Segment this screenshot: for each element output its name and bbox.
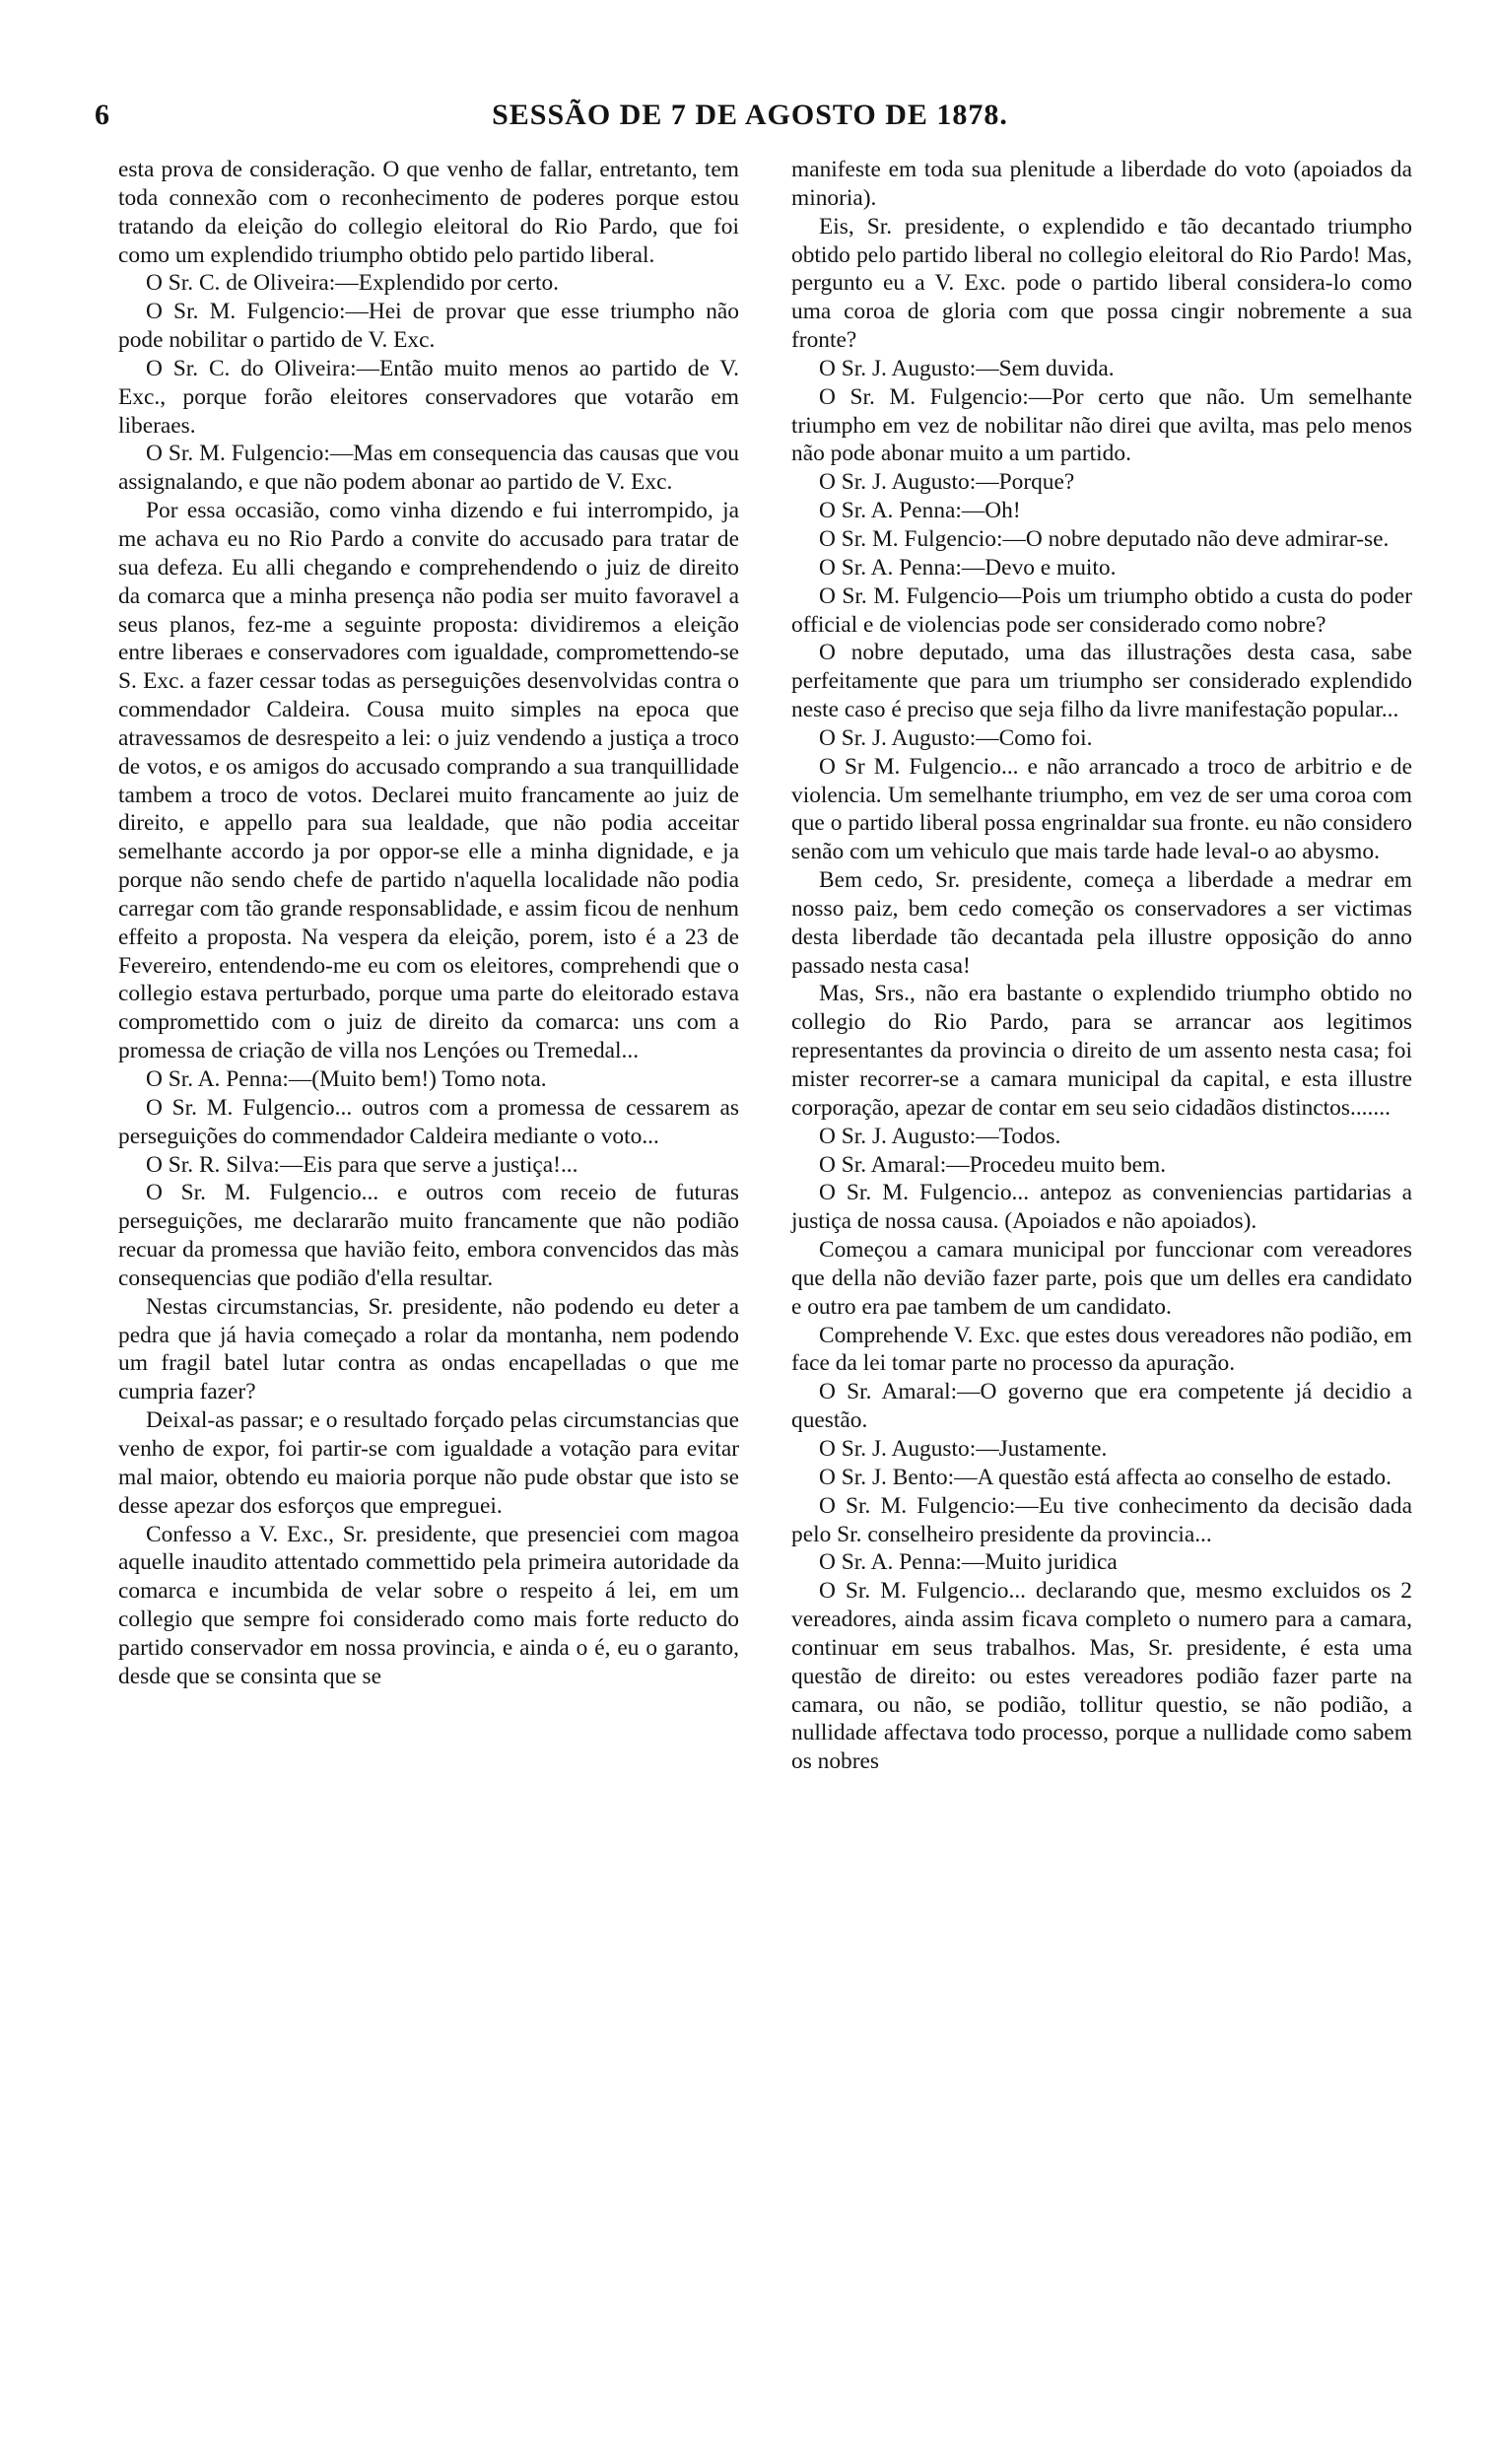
speech-line: O Sr. R. Silva:—Eis para que serve a justiça!... [146,1151,578,1178]
speech-line: O Sr. M. Fulgencio:—Mas em consequencia das causas que vou assignalando, e que não podem abonar ao partido de V. Exc. [118,441,739,496]
speech-line: O Sr. Amaral:—O governo que era competente já decidio a questão. [791,1379,1412,1434]
speech-line: O Sr. M. Fulgencio—Pois um triumpho obtido a custa do poder official e de violencias pode ser considerado como nobre? [791,582,1412,638]
speech-line: O Sr M. Fulgencio... e não arrancado a troco de arbitrio e de violencia. Um semelhante triumpho, em vez de ser uma coroa com que o partido liberal possa engrinaldar sua fronte. eu não considero senão com um vehiculo que mais tarde hade leval-o ao abysmo. [791,753,1412,865]
paragraph: Bem cedo, Sr. presidente, começa a liberdade a medrar em nosso paiz, bem cedo começão os conservadores a ser victimas desta liberdade tão decantada pela illustre opposição do anno passado nesta casa! [791,867,1412,979]
page-number: 6 [95,99,109,131]
speech-line: O Sr. C. de Oliveira:—Explendido por certo. [146,270,559,297]
header-title: SESSÃO DE 7 DE AGOSTO DE 1878. [492,99,1008,131]
right-column [791,156,1412,1776]
speech-line: O Sr. A. Penna:—(Muito bem!) Tomo nota. [146,1066,547,1092]
speech-line: O Sr. J. Augusto:—Justamente. [819,1435,1108,1462]
speech-line: O Sr. J. Augusto:—Como foi. [819,724,1093,751]
speech-line: O Sr. A. Penna:—Oh! [819,498,1021,524]
speech-line: O Sr. M. Fulgencio... outros com a promessa de cessarem as perseguições do commendador Caldeira mediante o voto... [118,1094,739,1149]
paragraph: Deixal-as passar; e o resultado forçado pelas circumstancias que venho de expor, foi partir-se com igualdade a votação para evitar mal maior, obtendo eu maioria porque não pude obstar que isto se desse apezar dos esforços que empreguei. [118,1407,739,1519]
page-header [95,99,1405,142]
paragraph: Começou a camara municipal por funccionar com vereadores que della não devião fazer parte, pois que um delles era candidato e outro era pae tambem de um candidato. [791,1237,1412,1320]
paragraph: Confesso a V. Exc., Sr. presidente, que presenciei com magoa aquelle inaudito attentado commettido pela primeira autoridade da comarca e incumbida de velar sobre o respeito á lei, em um collegio que sempre foi considerado como mais forte reducto do partido conservador em nossa provincia, e ainda o é, eu o garanto, desde que se consinta que se [118,1521,739,1689]
speech-line: O Sr. M. Fulgencio:—Por certo que não. Um semelhante triumpho em vez de nobilitar não direi que avilta, mas pelo menos não pode abonar muito a um partido. [791,383,1412,467]
speech-line: O Sr. M. Fulgencio... declarando que, mesmo excluidos os 2 vereadores, ainda assim ficava completo o numero para a camara, continuar em seus trabalhos. Mas, Sr. presidente, é esta uma questão de direito: ou estes vereadores podião fazer parte na camara, ou não, se podião, tollitur questio, se não podião, a nullidade affectava todo processo, porque a nullidade como sabem os nobres [791,1578,1412,1775]
speech-line: O Sr. J. Augusto:—Todos. [819,1123,1061,1149]
paragraph: Eis, Sr. presidente, o explendido e tão decantado triumpho obtido pelo partido liberal no collegio eleitoral do Rio Pardo! Mas, pergunto eu a V. Exc. pode o partido liberal considera-lo como uma coroa de gloria com que possa cingir nobremente a sua fronte? [791,213,1412,354]
paragraph: esta prova de consideração. O que venho de fallar, entretanto, tem toda connexão com o reconhecimento de poderes porque estou tratando da eleição do collegio eleitoral do Rio Pardo, que foi como um explendido triumpho obtido pelo partido liberal. [118,157,739,268]
speech-line: O Sr. J. Augusto:—Sem duvida. [819,355,1115,381]
speech-line: O Sr. J. Bento:—A questão está affecta ao conselho de estado. [819,1464,1392,1490]
speech-line: O Sr. A. Penna:—Devo e muito. [819,554,1117,581]
paragraph: Por essa occasião, como vinha dizendo e fui interrompido, ja me achava eu no Rio Pardo a convite do accusado para tratar de sua defeza. Eu alli chegando e comprehendendo o juiz de direito da comarca que a minha presença não podia ser muito favoravel a seus planos, fez-me a seguinte proposta: dividiremos a eleição entre liberaes e conservadores com igualdade, compromettendo-se S. Exc. a fazer cessar todas as perseguições desenvolvidas contra o commendador Caldeira. Cousa muito simples na epoca que atravessamos de desrespeito a lei: o juiz vendendo a justiça a troco de votos, e os amigos do accusado comprando a sua tranquillidade tambem a troco de votos. Declarei muito francamente ao juiz de direito, e appello para sua lealdade, que não podia acceitar semelhante accordo ja por oppor-se elle a minha dignidade, e ja porque não sendo chefe de partido n'aquella localidade não podia carregar com tão grande responsablidade, e assim ficou de nenhum effeito a proposta. Na vespera da eleição, porem, isto é a 23 de Fevereiro, entendendo-me eu com os eleitores, comprehendi que o collegio estava perturbado, porque uma parte do eleitorado estava compromettido com o juiz de direito da comarca: uns com a promessa de criação de villa nos Lençóes ou Tremedal... [118,498,739,1064]
speech-line: O Sr. M. Fulgencio:—Hei de provar que esse triumpho não pode nobilitar o partido de V. Exc. [118,299,739,354]
speech-line: O Sr. M. Fulgencio:—Eu tive conhecimento da decisão dada pelo Sr. conselheiro presidente da provincia... [791,1492,1412,1547]
speech-line: O Sr. A. Penna:—Muito juridica [819,1549,1118,1576]
paragraph: O nobre deputado, uma das illustrações desta casa, sabe perfeitamente que para um triumpho ser considerado explendido neste caso é preciso que seja filho da livre manifestação popular... [791,640,1412,723]
paragraph: Nestas circumstancias, Sr. presidente, não podendo eu deter a pedra que já havia começado a rolar da montanha, nem podendo um fragil batel lutar contra as ondas encapelladas o que me cumpria fazer? [118,1293,739,1405]
paragraph: Mas, Srs., não era bastante o explendido triumpho obtido no collegio do Rio Pardo, para se arrancar aos legitimos representantes da provincia o direito de um assento nesta casa; foi mister recorrer-se a camara municipal da capital, e esta illustre corporação, apezar de contar em seu seio cidadãos distinctos....... [791,981,1412,1121]
paragraph: Comprehende V. Exc. que estes dous vereadores não podião, em face da lei tomar parte no processo da apuração. [791,1322,1412,1377]
speech-line: O Sr. C. do Oliveira:—Então muito menos ao partido de V. Exc., porque forão eleitores conservadores que votarão em liberaes. [118,355,739,439]
speech-line: O Sr. M. Fulgencio... e outros com receio de futuras perseguições, me declararão muito francamente que não podião recuar da promessa que havião feito, embora convencidos das màs consequencias que podião d'ella resultar. [118,1180,739,1291]
speech-line: O Sr. M. Fulgencio:—O nobre deputado não deve admirar-se. [819,525,1390,552]
speech-line: O Sr. J. Augusto:—Porque? [819,469,1075,496]
paragraph: manifeste em toda sua plenitude a liberdade do voto (apoiados da minoria). [791,157,1412,211]
speech-line: O Sr. M. Fulgencio... antepoz as conveniencias partidarias a justiça de nossa causa. (Apoiados e não apoiados). [791,1180,1412,1235]
speech-line: O Sr. Amaral:—Procedeu muito bem. [819,1151,1167,1178]
left-column [118,156,739,1691]
